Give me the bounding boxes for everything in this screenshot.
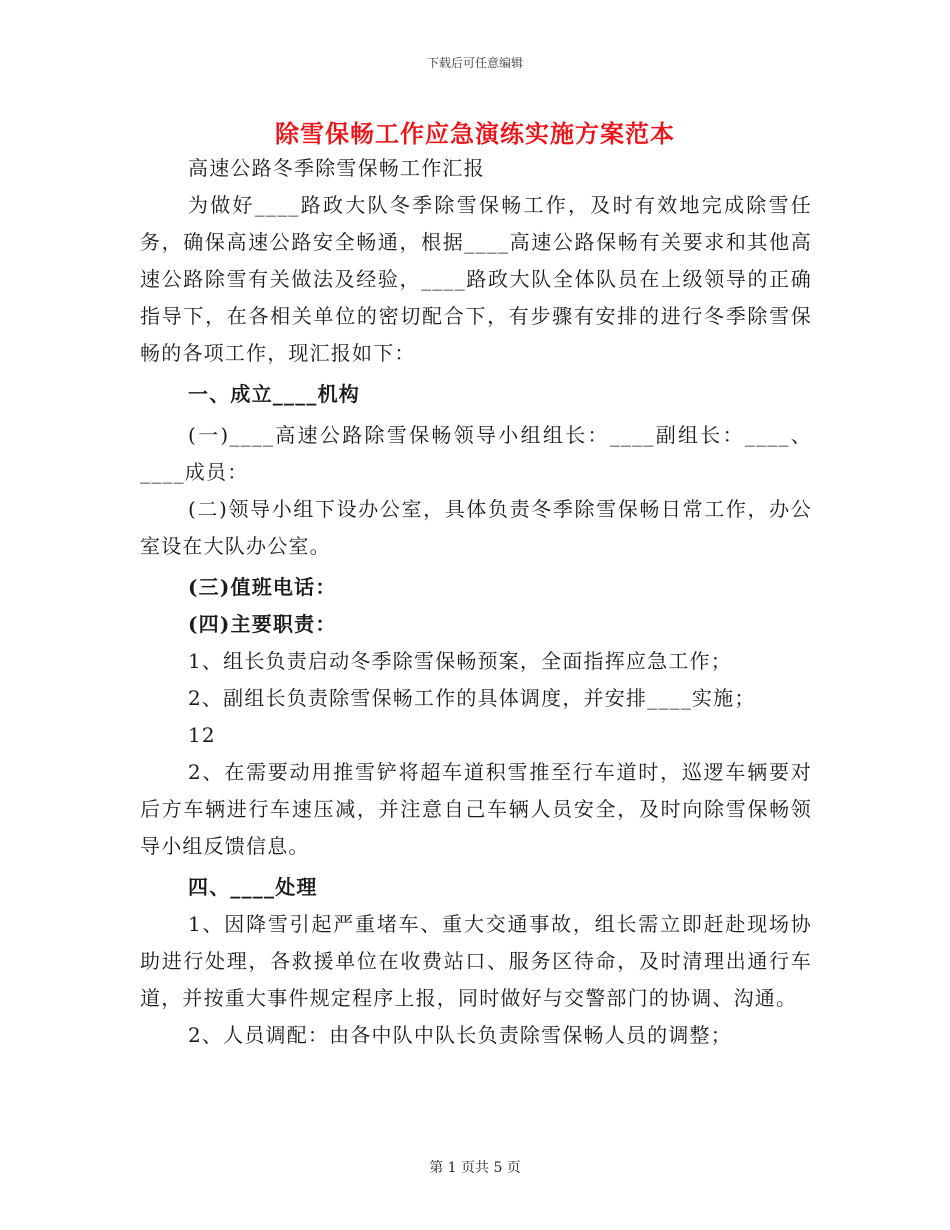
section-heading-1: 一、成立____机构 bbox=[188, 382, 360, 406]
page-header: 下载后可任意编辑 bbox=[426, 56, 523, 70]
leader-group-paragraph: (一)____高速公路除雪保畅领导小组组长：____副组长：____、____成员： bbox=[140, 423, 812, 484]
subtitle-paragraph: 高速公路冬季除雪保畅工作汇报 bbox=[188, 156, 485, 180]
duty-phone-heading: (三)值班电话： bbox=[188, 575, 337, 599]
number-line: 12 bbox=[188, 723, 216, 747]
section-heading-4: 四、____处理 bbox=[188, 875, 318, 899]
duty-item-1: 1、组长负责启动冬季除雪保畅预案，全面指挥应急工作； bbox=[188, 649, 732, 673]
document-body bbox=[140, 150, 812, 1054]
handle-item-2: 2、人员调配：由各中队中队长负责除雪保畅人员的调整； bbox=[188, 1023, 732, 1047]
intro-paragraph: 为做好____路政大队冬季除雪保畅工作，及时有效地完成除雪任务，确保高速公路安全畅通，根据____高速公路保畅有关要求和其他高速公路除雪有关做法及经验，____路政大队全体队员在上级领导的正确指导下，在各相关单位的密切配合下，有步骤有安排的进行冬季除雪保畅的各项工作，现汇报如下： bbox=[140, 193, 812, 365]
page-footer: 第 1 页共 5 页 bbox=[429, 1160, 521, 1176]
office-paragraph: (二)领导小组下设办公室，具体负责冬季除雪保畅日常工作，办公室设在大队办公室。 bbox=[140, 497, 812, 558]
snow-plow-paragraph: 2、在需要动用推雪铲将超车道积雪推至行车道时，巡逻车辆要对后方车辆进行车速压减，并注意自己车辆人员安全，及时向除雪保畅领导小组反馈信息。 bbox=[140, 760, 812, 858]
handle-item-1: 1、因降雪引起严重堵车、重大交通事故，组长需立即赶赴现场协助进行处理，各救援单位在收费站口、服务区待命，及时清理出通行车道，并按重大事件规定程序上报，同时做好与交警部门的协调、沟通。 bbox=[140, 912, 812, 1010]
document-title: 除雪保畅工作应急演练实施方案范本 bbox=[275, 119, 675, 148]
duty-item-2: 2、副组长负责除雪保畅工作的具体调度，并安排____实施； bbox=[188, 686, 756, 710]
main-duties-heading: (四)主要职责： bbox=[188, 612, 337, 636]
